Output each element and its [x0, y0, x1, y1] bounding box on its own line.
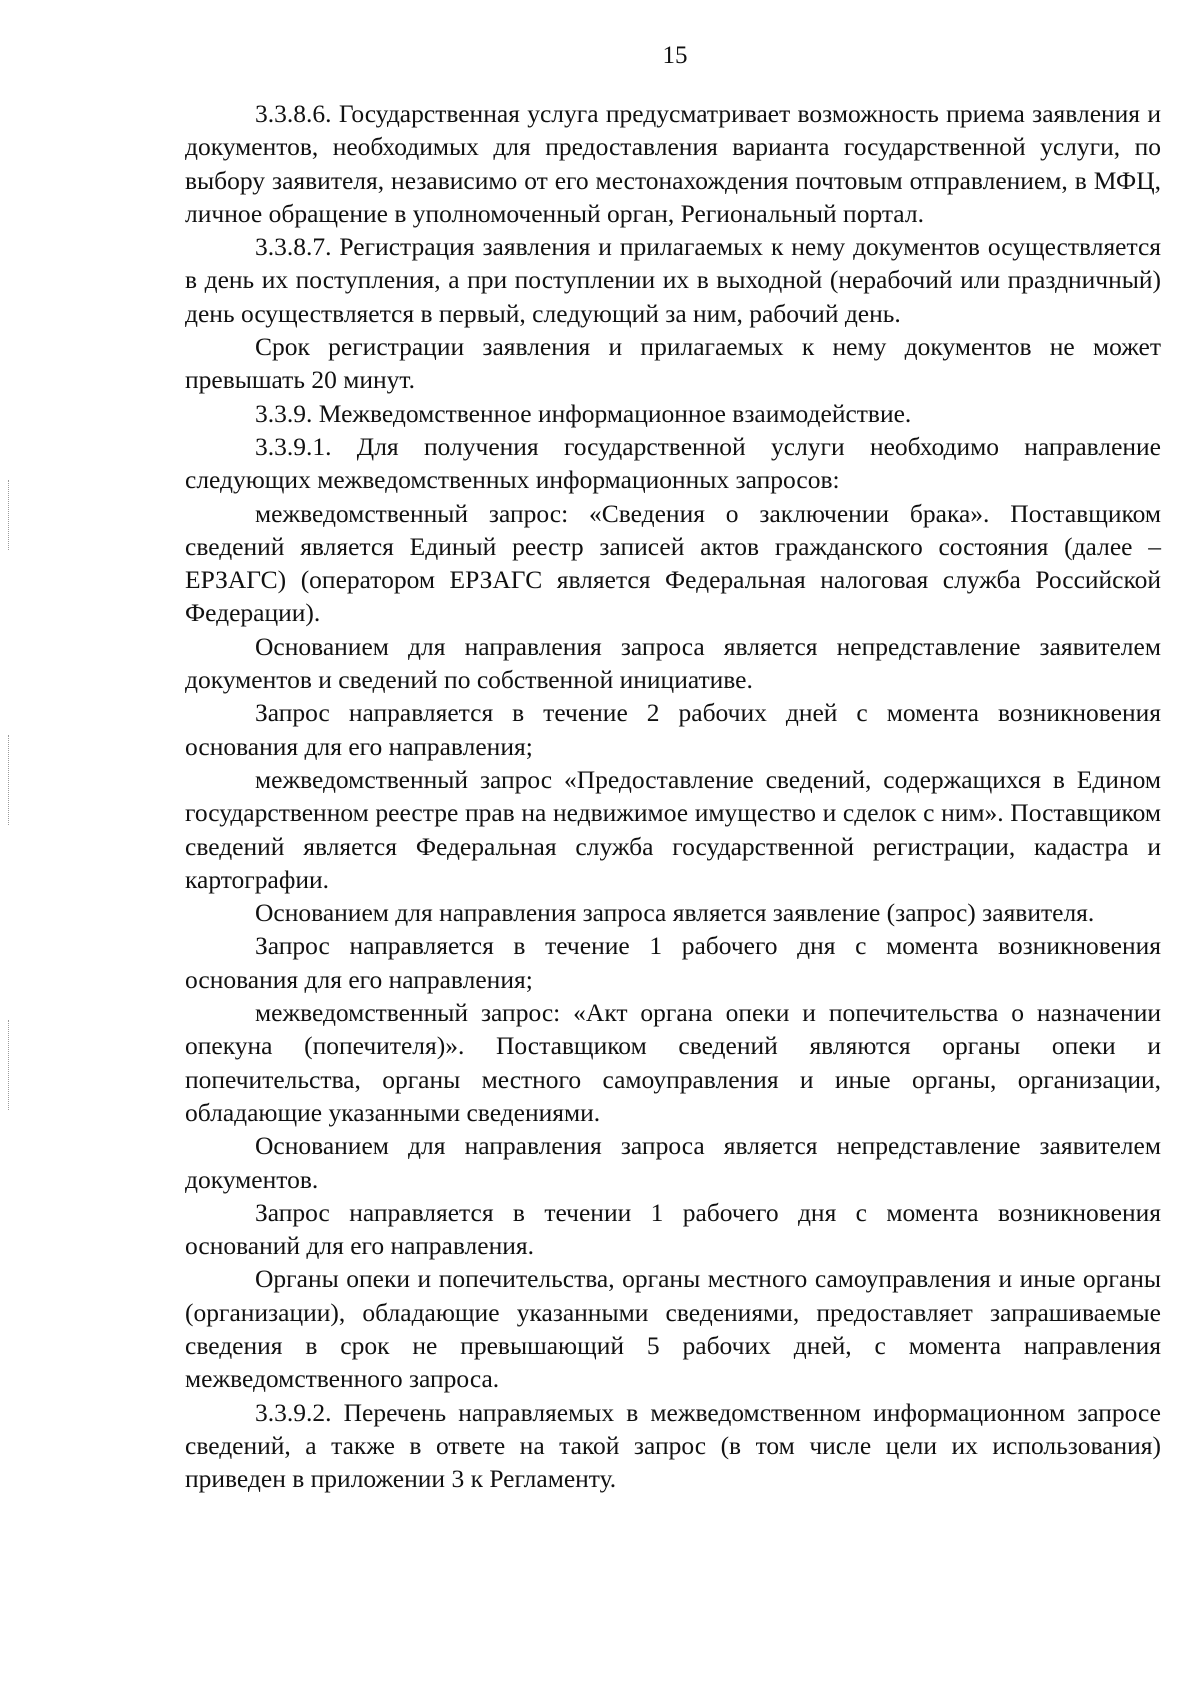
paragraph-3-3-9-1: 3.3.9.1. Для получения государственной услуги необходимо направление следующих межведомственных информационных запросов:	[185, 431, 1161, 495]
scan-mark	[8, 1020, 10, 1110]
paragraph-3-3-8-6: 3.3.8.6. Государственная услуга предусматривает возможность приема заявления и документов, необходимых для предоставления варианта государственной услуги, по выбору заявителя, независимо от его местонахождения почтовым отправлением, в МФЦ, личное обращение в уполномоченный орган, Региональный портал.	[185, 99, 1161, 228]
paragraph-basis-1: Основанием для направления запроса является непредставление заявителем документов и сведений по собственной инициативе.	[185, 631, 1161, 695]
paragraph-request-marriage: межведомственный запрос: «Сведения о заключении брака». Поставщиком сведений является Единый реестр записей актов гражданского состояния (далее – ЕРЗАГС) (оператором ЕРЗАГС является Федеральная налоговая служба Российской Федерации).	[185, 498, 1161, 628]
paragraph-3-3-8-7: 3.3.8.7. Регистрация заявления и прилагаемых к нему документов осуществляется в день их поступления, а при поступлении их в выходной (нерабочий или праздничный) день осуществляется в первый, следующий за ним, рабочий день.	[185, 232, 1161, 328]
paragraph-term-2: Запрос направляется в течение 1 рабочего дня с момента возникновения основания для его направления;	[185, 931, 1161, 994]
page-number: 15	[662, 42, 688, 69]
paragraph-request-guardianship: межведомственный запрос: «Акт органа опеки и попечительства о назначении опекуна (попечителя)». Поставщиком сведений являются органы опеки и попечительства, органы местного самоуправления и иные органы, организации, обладающие указанными сведениями.	[185, 998, 1161, 1127]
scan-mark	[8, 480, 10, 550]
scan-mark	[8, 735, 10, 825]
paragraph-3-3-9-2: 3.3.9.2. Перечень направляемых в межведомственном информационном запросе сведений, а также в ответе на такой запрос (в том числе цели их использования) приведен в приложении 3 к Регламенту.	[185, 1397, 1161, 1494]
paragraph-basis-3: Основанием для направления запроса является непредставление заявителем документов.	[185, 1131, 1161, 1194]
document-body	[185, 97, 1161, 1495]
paragraph-basis-2: Основанием для направления запроса является заявление (запрос) заявителя.	[255, 898, 1095, 928]
paragraph-3-3-9: 3.3.9. Межведомственное информационное взаимодействие.	[255, 398, 912, 428]
paragraph-request-egrn: межведомственный запрос «Предоставление сведений, содержащихся в Едином государственном реестре прав на недвижимое имущество и сделок с ним». Поставщиком сведений является Федеральная служба государственной регистрации, кадастра и картографии.	[185, 764, 1161, 894]
paragraph-term-1: Запрос направляется в течение 2 рабочих дней с момента возникновения основания для его направления;	[185, 698, 1161, 761]
paragraph-registration-term: Срок регистрации заявления и прилагаемых к нему документов не может превышать 20 минут.	[185, 332, 1161, 395]
paragraph-guardianship-bodies: Органы опеки и попечительства, органы местного самоуправления и иные органы (организации), обладающие указанными сведениями, предоставляет запрашиваемые сведения в срок не превышающий 5 рабочих дней, с момента направления межведомственного запроса.	[185, 1264, 1161, 1394]
paragraph-term-3: Запрос направляется в течении 1 рабочего дня с момента возникновения оснований для его направления.	[185, 1197, 1161, 1261]
